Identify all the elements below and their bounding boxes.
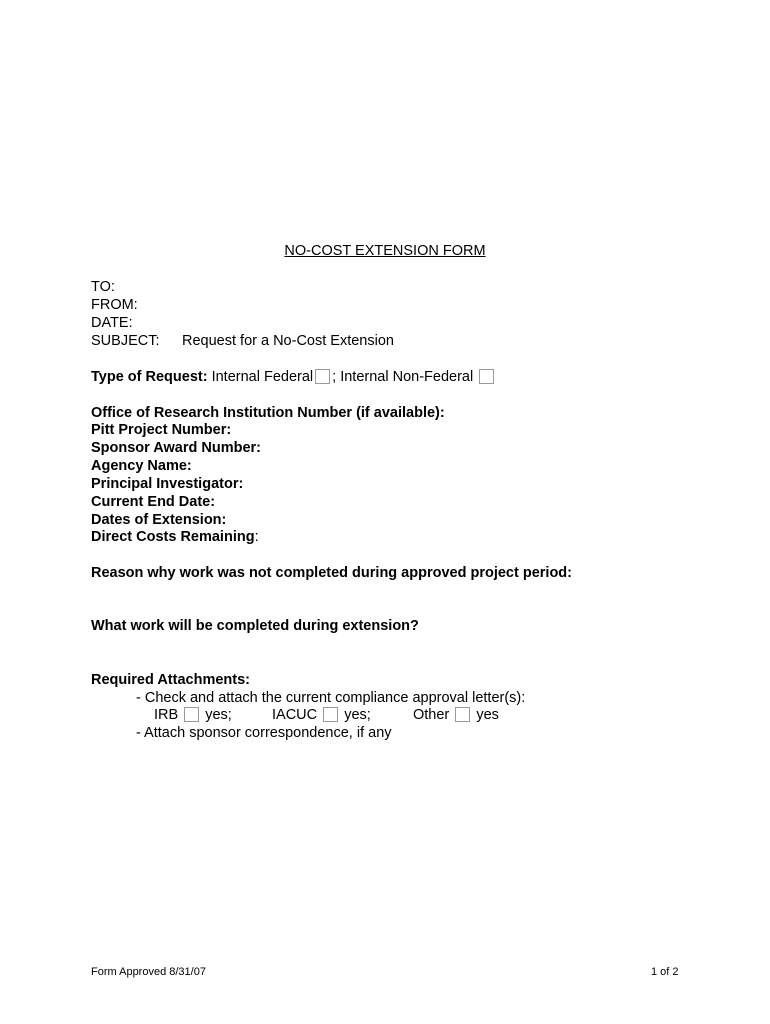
field-direct-costs-remaining: Direct Costs Remaining [91,529,255,545]
field-sponsor-award-number: Sponsor Award Number: [91,440,261,456]
field-current-end-date: Current End Date: [91,494,216,510]
required-attachments-label: Required Attachments: [91,672,250,688]
internal-federal-label: Internal Federal [211,369,314,385]
irb-label: IRB [154,707,179,723]
iacuc-checkbox[interactable] [323,707,338,722]
footer-approval: Form Approved 8/31/07 [91,966,206,978]
subject-value: Request for a No-Cost Extension [182,333,394,349]
irb-checkbox[interactable] [184,707,199,722]
field-principal-investigator: Principal Investigator: [91,476,244,492]
iacuc-yes-label: yes; [344,707,371,723]
other-row [413,706,499,724]
work-question: What work will be completed during extension? [91,618,419,634]
footer-page-number: 1 of 2 [651,966,679,978]
irb-row [154,706,232,724]
type-of-request-label: Type of Request: [91,369,208,385]
direct-costs-colon: : [254,529,259,545]
type-separator: ; [332,369,337,385]
iacuc-row [272,706,371,724]
subject-label: SUBJECT: [91,333,160,349]
internal-non-federal-checkbox[interactable] [479,369,494,384]
type-of-request-row [91,368,496,386]
field-agency-name: Agency Name: [91,458,192,474]
form-title-text: NO-COST EXTENSION FORM [284,243,486,259]
attachment-compliance-item: - Check and attach the current compliance approval letter(s): [136,690,526,706]
other-yes-label: yes [476,707,499,723]
field-pitt-project-number: Pitt Project Number: [91,422,232,438]
internal-federal-checkbox[interactable] [315,369,330,384]
internal-non-federal-label: Internal Non-Federal [340,369,474,385]
field-direct-costs-row [91,528,259,546]
attachment-sponsor-item: - Attach sponsor correspondence, if any [136,725,392,741]
field-dates-of-extension: Dates of Extension: [91,512,227,528]
irb-yes-label: yes; [205,707,232,723]
form-title [0,242,770,260]
other-checkbox[interactable] [455,707,470,722]
reason-question: Reason why work was not completed during approved project period: [91,565,572,581]
date-label: DATE: [91,315,133,331]
other-label: Other [413,707,450,723]
from-label: FROM: [91,297,138,313]
field-institution-number: Office of Research Institution Number (if available): [91,405,445,421]
to-label: TO: [91,279,115,295]
iacuc-label: IACUC [272,707,318,723]
